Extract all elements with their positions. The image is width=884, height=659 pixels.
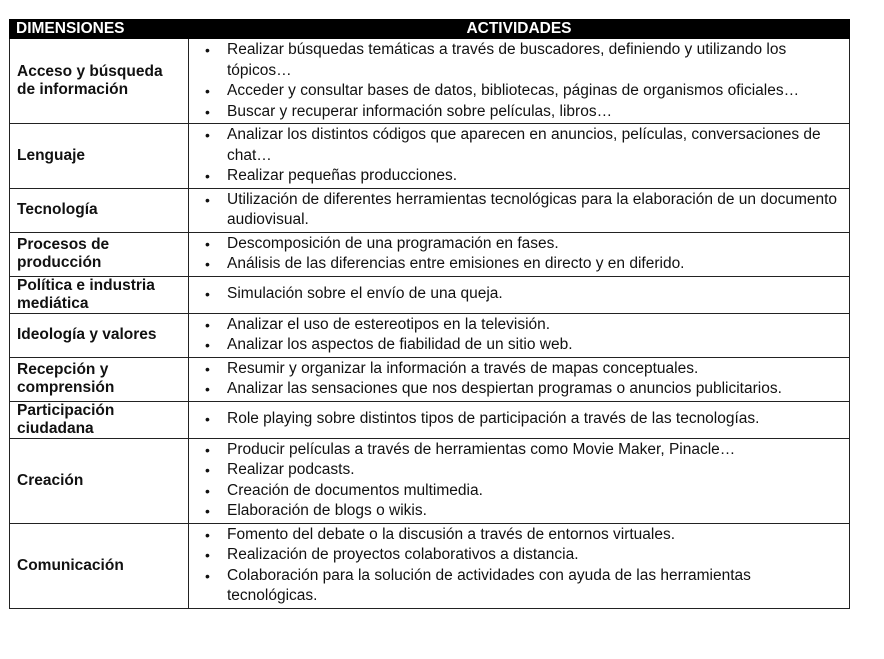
activity-item: • Buscar y recuperar información sobre películas, libros… bbox=[189, 102, 845, 123]
activities-cell bbox=[189, 188, 850, 232]
activity-list bbox=[189, 125, 845, 187]
dimension-cell: Creación bbox=[10, 438, 189, 523]
table-row bbox=[10, 438, 850, 523]
table-row bbox=[10, 357, 850, 401]
table-row bbox=[10, 276, 850, 313]
table-header-row bbox=[10, 20, 850, 39]
activity-list bbox=[189, 234, 845, 275]
activity-item: • Realizar pequeñas producciones. bbox=[189, 166, 845, 187]
activity-item: • Acceder y consultar bases de datos, bibliotecas, páginas de organismos oficiales… bbox=[189, 81, 845, 102]
activity-item: • Creación de documentos multimedia. bbox=[189, 481, 845, 502]
activities-cell bbox=[189, 313, 850, 357]
activity-item: • Analizar las sensaciones que nos despiertan programas o anuncios publicitarios. bbox=[189, 379, 845, 400]
dimension-cell: Procesos de producción bbox=[10, 232, 189, 276]
dimension-cell: Acceso y búsqueda de información bbox=[10, 39, 189, 124]
header-dimensiones: DIMENSIONES bbox=[10, 20, 189, 39]
activities-cell bbox=[189, 39, 850, 124]
activity-item: • Colaboración para la solución de actividades con ayuda de las herramientas tecnológicas. bbox=[189, 566, 845, 607]
dimension-cell: Participación ciudadana bbox=[10, 401, 189, 438]
table-row bbox=[10, 313, 850, 357]
table-row bbox=[10, 523, 850, 608]
activities-cell bbox=[189, 232, 850, 276]
table-body bbox=[10, 39, 850, 609]
dimensions-activities-table bbox=[9, 19, 850, 609]
dimension-cell: Tecnología bbox=[10, 188, 189, 232]
activity-item: • Resumir y organizar la información a través de mapas conceptuales. bbox=[189, 359, 845, 380]
activities-cell bbox=[189, 357, 850, 401]
dimension-cell: Lenguaje bbox=[10, 124, 189, 189]
activity-list bbox=[189, 284, 845, 305]
activity-item: • Utilización de diferentes herramientas tecnológicas para la elaboración de un documento audiovisual. bbox=[189, 190, 845, 231]
activity-list bbox=[189, 315, 845, 356]
dimension-cell: Ideología y valores bbox=[10, 313, 189, 357]
table-row bbox=[10, 188, 850, 232]
dimension-cell: Recepción y comprensión bbox=[10, 357, 189, 401]
activity-list bbox=[189, 525, 845, 607]
activity-list bbox=[189, 409, 845, 430]
activity-list bbox=[189, 190, 845, 231]
activity-item: • Role playing sobre distintos tipos de participación a través de las tecnologías. bbox=[189, 409, 845, 430]
table-row bbox=[10, 232, 850, 276]
activity-item: • Simulación sobre el envío de una queja. bbox=[189, 284, 845, 305]
activity-list bbox=[189, 440, 845, 522]
activities-cell bbox=[189, 124, 850, 189]
table-row bbox=[10, 39, 850, 124]
activity-item: • Realizar podcasts. bbox=[189, 460, 845, 481]
dimension-cell: Política e industria mediática bbox=[10, 276, 189, 313]
activity-item: • Análisis de las diferencias entre emisiones en directo y en diferido. bbox=[189, 254, 845, 275]
activity-item: • Elaboración de blogs o wikis. bbox=[189, 501, 845, 522]
header-actividades: ACTIVIDADES bbox=[189, 20, 850, 39]
activity-list bbox=[189, 40, 845, 122]
activity-item: • Producir películas a través de herramientas como Movie Maker, Pinacle… bbox=[189, 440, 845, 461]
activity-item: • Realización de proyectos colaborativos a distancia. bbox=[189, 545, 845, 566]
activity-item: • Realizar búsquedas temáticas a través de buscadores, definiendo y utilizando los tópicos… bbox=[189, 40, 845, 81]
activities-cell bbox=[189, 401, 850, 438]
table-row bbox=[10, 124, 850, 189]
activities-cell bbox=[189, 276, 850, 313]
dimension-cell: Comunicación bbox=[10, 523, 189, 608]
table-row bbox=[10, 401, 850, 438]
activity-list bbox=[189, 359, 845, 400]
activity-item: • Descomposición de una programación en fases. bbox=[189, 234, 845, 255]
activity-item: • Analizar los aspectos de fiabilidad de un sitio web. bbox=[189, 335, 845, 356]
activity-item: • Analizar el uso de estereotipos en la televisión. bbox=[189, 315, 845, 336]
activity-item: • Fomento del debate o la discusión a través de entornos virtuales. bbox=[189, 525, 845, 546]
activities-cell bbox=[189, 438, 850, 523]
activities-cell bbox=[189, 523, 850, 608]
activity-item: • Analizar los distintos códigos que aparecen en anuncios, películas, conversaciones de chat… bbox=[189, 125, 845, 166]
